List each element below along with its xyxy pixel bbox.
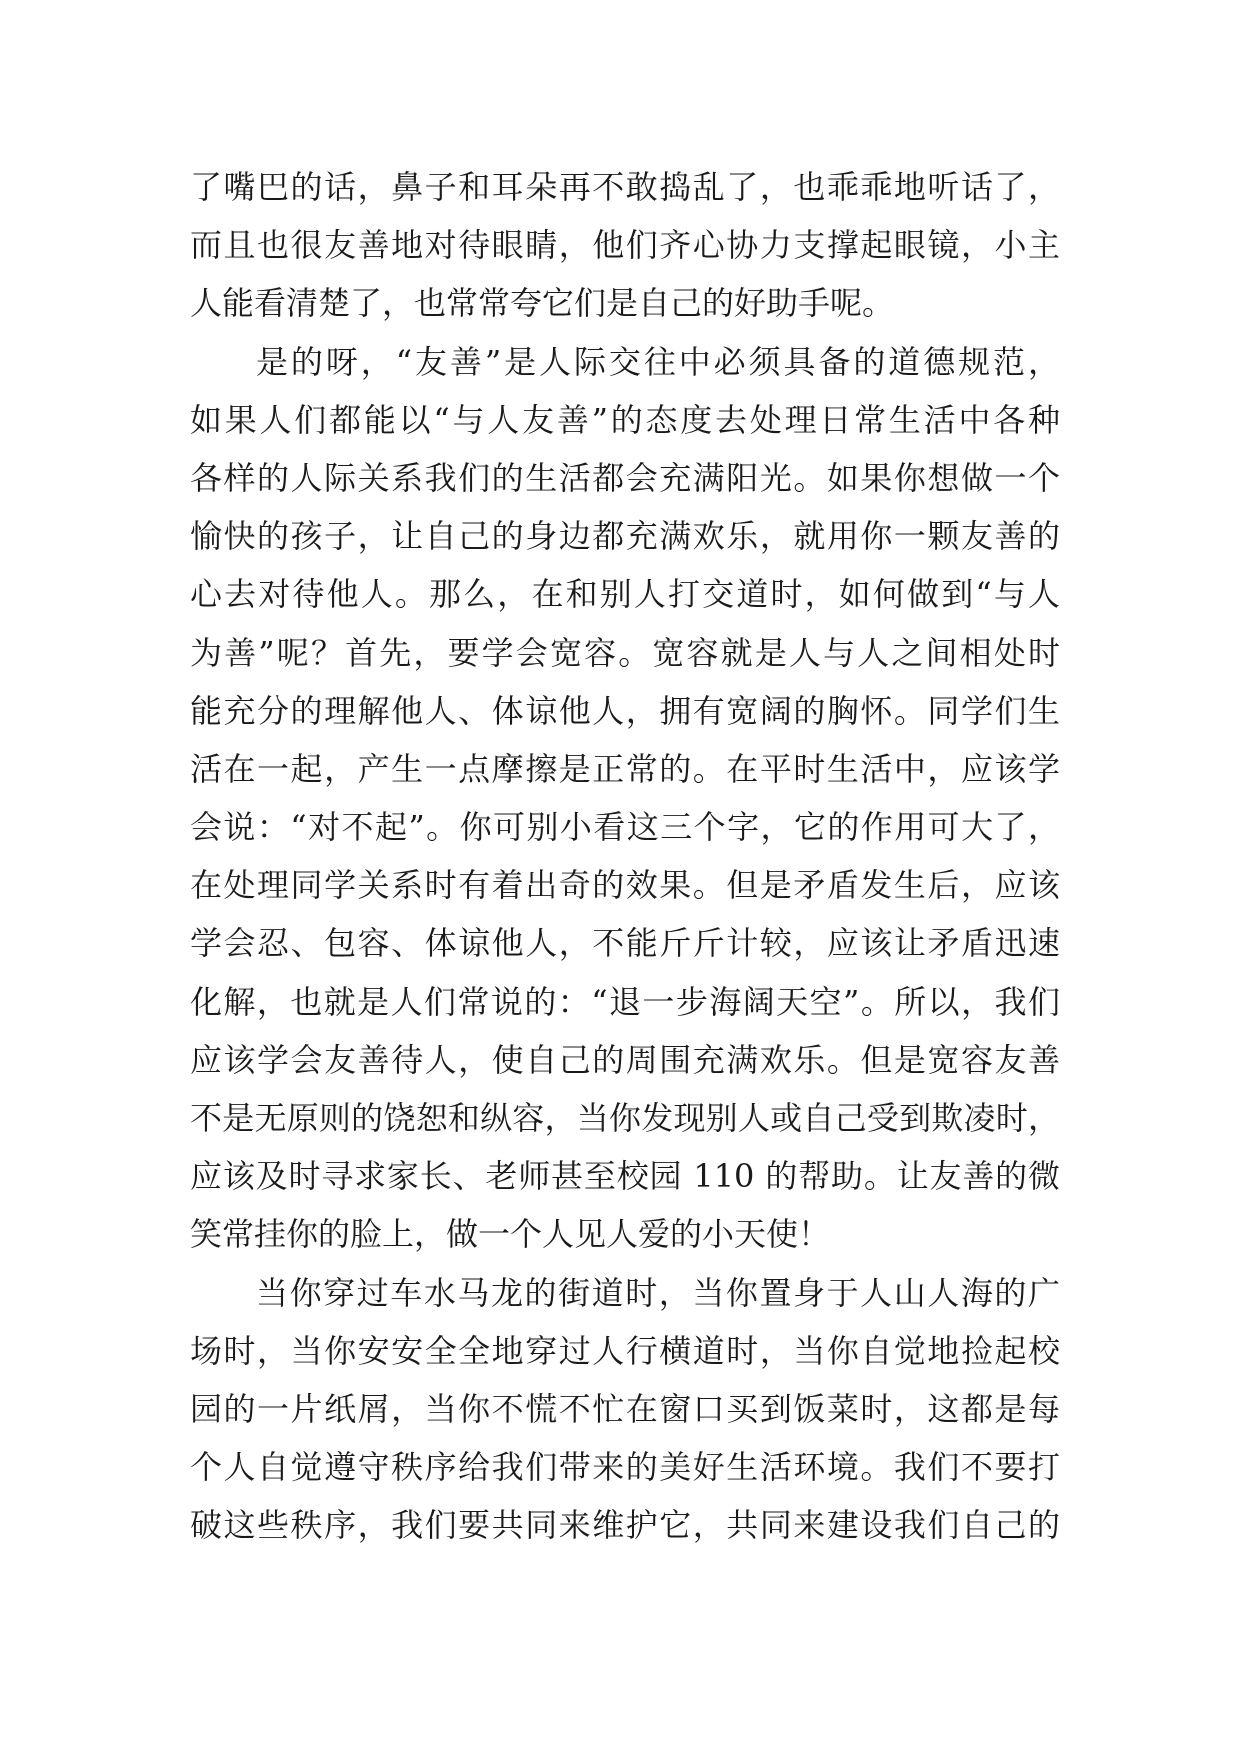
text-line: 应该学会友善待人，使自己的周围充满欢乐。但是宽容友善 <box>190 1040 1060 1079</box>
text-line: 个人自觉遵守秩序给我们带来的美好生活环境。我们不要打 <box>190 1448 1060 1487</box>
text-line: 人能看清楚了，也常常夸它们是自己的好助手呢。 <box>190 284 895 323</box>
paragraph-first-line: 当你穿过车水马龙的街道时，当你置身于人山人海的广 <box>256 1273 1060 1312</box>
text-line: 会说：“对不起”。你可别小看这三个字，它的作用可大了， <box>190 808 1060 847</box>
text-line: 愉快的孩子，让自己的身边都充满欢乐，就用你一颗友善的 <box>190 517 1060 556</box>
text-line: 化解，也就是人们常说的：“退一步海阔天空”。所以，我们 <box>190 982 1060 1021</box>
text-line: 而且也很友善地对待眼睛，他们齐心协力支撑起眼镜，小主 <box>190 226 1060 265</box>
text-line: 能充分的理解他人、体谅他人，拥有宽阔的胸怀。同学们生 <box>190 691 1060 730</box>
text-line: 学会忍、包容、体谅他人，不能斤斤计较，应该让矛盾迅速 <box>190 924 1060 963</box>
text-line: 为善”呢？首先，要学会宽容。宽容就是人与人之间相处时 <box>190 633 1060 672</box>
text-line: 笑常挂你的脸上，做一个人见人爱的小天使！ <box>190 1215 831 1254</box>
text-line: 如果人们都能以“与人友善”的态度去处理日常生活中各种 <box>190 400 1060 439</box>
paragraph-first-line: 是的呀，“友善”是人际交往中必须具备的道德规范， <box>256 342 1060 381</box>
body-text <box>190 158 1060 1555</box>
text-line: 破这些秩序，我们要共同来维护它，共同来建设我们自己的 <box>190 1506 1060 1545</box>
text-line: 不是无原则的饶恕和纵容，当你发现别人或自己受到欺凌时， <box>190 1099 1060 1137</box>
text-line: 活在一起，产生一点摩擦是正常的。在平时生活中，应该学 <box>190 749 1060 788</box>
text-line: 各样的人际关系我们的生活都会充满阳光。如果你想做一个 <box>190 458 1060 497</box>
text-line: 园的一片纸屑，当你不慌不忙在窗口买到饭菜时，这都是每 <box>190 1389 1060 1428</box>
text-line: 在处理同学关系时有着出奇的效果。但是矛盾发生后，应该 <box>190 866 1060 905</box>
text-line: 应该及时寻求家长、老师甚至校园 110 的帮助。让友善的微 <box>190 1157 1060 1196</box>
text-line: 了嘴巴的话，鼻子和耳朵再不敢捣乱了，也乖乖地听话了， <box>190 168 1060 206</box>
text-line: 场时，当你安安全全地穿过人行横道时，当你自觉地捡起校 <box>190 1331 1060 1370</box>
text-line: 心去对待他人。那么，在和别人打交道时，如何做到“与人 <box>190 575 1060 614</box>
